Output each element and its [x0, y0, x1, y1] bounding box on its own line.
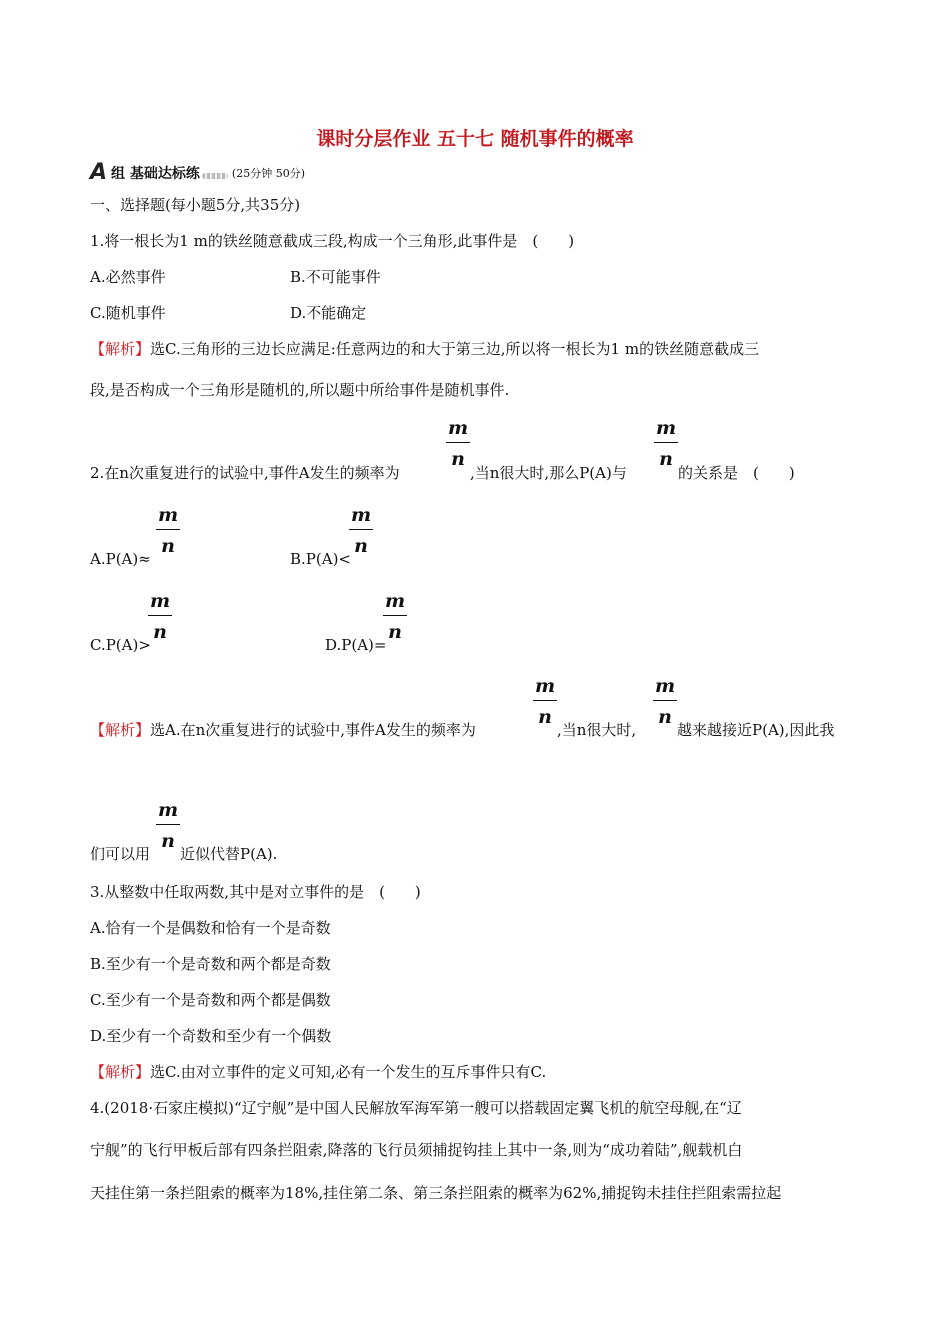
- q2-answer-part-3: 越来越接近P(A),因此我: [677, 721, 835, 739]
- q4-line-2: 宁舰”的飞行甲板后部有四条拦阻索,降落的飞行员须捕捉钩挂上其中一条,则为“成功着陆”,舰载机白: [90, 1141, 743, 1159]
- fraction-m-over-n: m n: [384, 590, 406, 643]
- group-name: 组 基础达标练: [111, 165, 200, 182]
- q4-line-1: 4.(2018·石家庄模拟)“辽宁舰”是中国人民解放军海军第一艘可以搭载固定翼飞机的航空母舰,在“辽: [90, 1099, 742, 1117]
- fraction-m-over-n: m n: [654, 675, 676, 728]
- section-heading: 一、选择题(每小题5分,共35分): [90, 196, 301, 214]
- q2-answer-part-2: ,当n很大时,: [557, 721, 637, 739]
- q2-option-d: D.P(A)=: [325, 636, 387, 654]
- q1-option-c: C.随机事件: [90, 304, 166, 322]
- answer-tag: 【解析】: [90, 340, 151, 358]
- fraction-m-over-n: m n: [534, 675, 556, 728]
- answer-tag: 【解析】: [90, 1063, 151, 1081]
- q2-stem-part-2: ,当n很大时,那么P(A)与: [470, 464, 627, 482]
- fraction-m-over-n: m n: [157, 504, 179, 557]
- q4-line-3: 天挂住第一条拦阻索的概率为18%,挂住第二条、第三条拦阻索的概率为62%,捕捉钩未挂住拦阻索需拉起: [90, 1184, 782, 1202]
- q1-option-b: B.不可能事件: [290, 268, 381, 286]
- q2-answer-part-4: 们可以用: [90, 845, 151, 863]
- group-header: [90, 160, 305, 185]
- q3-option-d: D.至少有一个奇数和至少有一个偶数: [90, 1027, 332, 1045]
- q2-stem-part-1: 2.在n次重复进行的试验中,事件A发生的频率为: [90, 464, 400, 482]
- q3-stem: 3.从整数中任取两数,其中是对立事件的是 ( ): [90, 883, 421, 901]
- answer-tag: 【解析】: [90, 721, 151, 739]
- q3-option-c: C.至少有一个是奇数和两个都是偶数: [90, 991, 331, 1009]
- group-time: (25分钟 50分): [231, 166, 305, 180]
- q1-option-a: A.必然事件: [90, 268, 166, 286]
- fraction-m-over-n: m n: [447, 417, 469, 470]
- fraction-m-over-n: m n: [655, 417, 677, 470]
- decoration-icon: [202, 173, 228, 179]
- q2-option-c: C.P(A)>: [90, 636, 151, 654]
- fraction-m-over-n: m n: [157, 799, 179, 852]
- q2-option-a: A.P(A)≈: [90, 550, 151, 568]
- group-badge: A: [90, 160, 108, 185]
- q2-option-b: B.P(A)<: [290, 550, 351, 568]
- fraction-m-over-n: m n: [350, 504, 372, 557]
- fraction-m-over-n: m n: [149, 590, 171, 643]
- q2-answer-part-5: 近似代替P(A).: [180, 845, 278, 863]
- q1-answer-line-1: 【解析】选C.三角形的三边长应满足:任意两边的和大于第三边,所以将一根长为1 m的铁丝随意截成三: [90, 340, 760, 358]
- q1-answer-line-2: 段,是否构成一个三角形是随机的,所以题中所给事件是随机事件.: [90, 381, 510, 399]
- q3-option-a: A.恰有一个是偶数和恰有一个是奇数: [90, 919, 331, 937]
- q1-stem: 1.将一根长为1 m的铁丝随意截成三段,构成一个三角形,此事件是 ( ): [90, 232, 575, 250]
- q2-answer-part-1: 【解析】选A.在n次重复进行的试验中,事件A发生的频率为: [90, 721, 476, 739]
- page-title: 课时分层作业 五十七 随机事件的概率: [316, 128, 634, 150]
- q1-option-d: D.不能确定: [290, 304, 367, 322]
- q3-answer: 【解析】选C.由对立事件的定义可知,必有一个发生的互斥事件只有C.: [90, 1063, 547, 1081]
- q2-stem-part-3: 的关系是 ( ): [678, 464, 795, 482]
- q3-option-b: B.至少有一个是奇数和两个都是奇数: [90, 955, 331, 973]
